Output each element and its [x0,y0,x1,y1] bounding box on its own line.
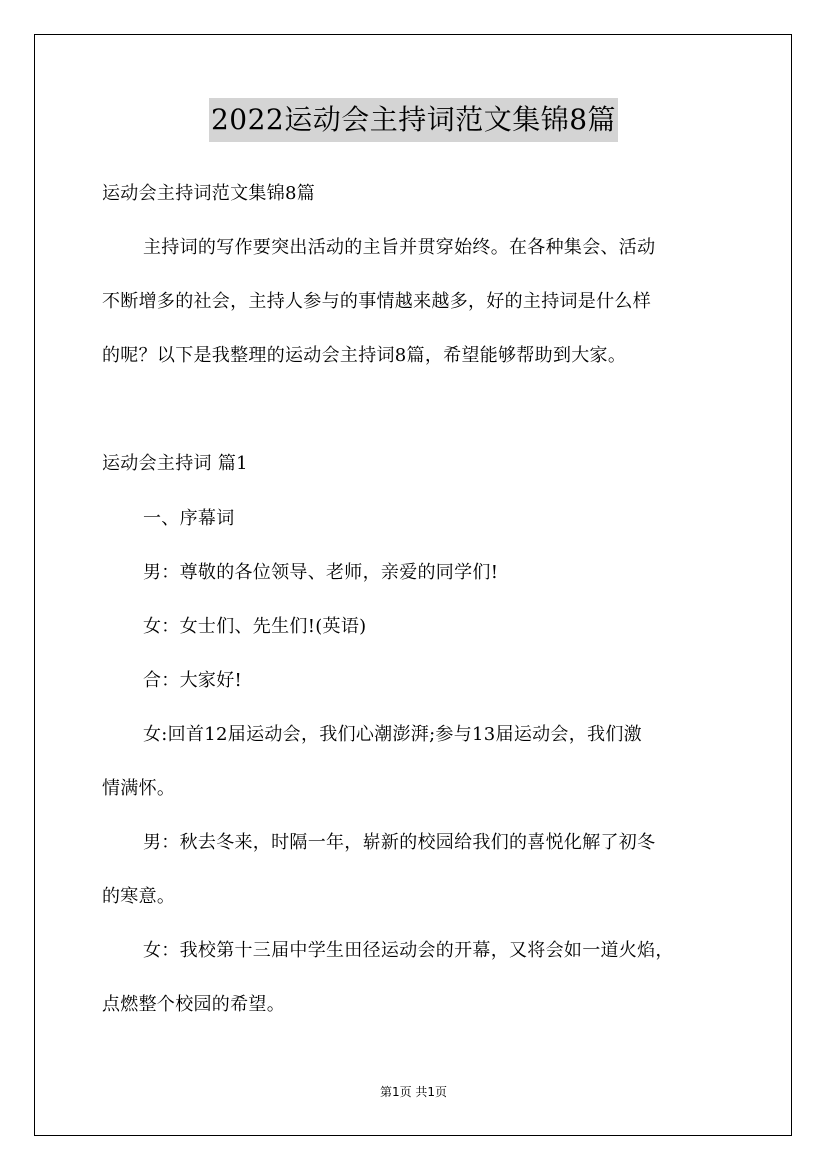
intro-line-2: 不断增多的社会，主持人参与的事情越来越多，好的主持词是什么样 [102,291,651,312]
body-line-1: 一、序幕词 [143,508,235,529]
body-line-4: 合：大家好! [143,670,243,691]
body-line-7: 男：秋去冬来，时隔一年，崭新的校园给我们的喜悦化解了初冬 [143,832,656,853]
intro-line-3: 的呢？以下是我整理的运动会主持词8篇，希望能够帮助到大家。 [102,345,627,366]
body-line-6: 情满怀。 [102,778,176,799]
body-line-3: 女：女士们、先生们!(英语) [143,616,367,637]
subtitle: 运动会主持词范文集锦8篇 [102,183,316,204]
document-title: 2022运动会主持词范文集锦8篇 [209,98,618,142]
body-line-9: 女：我校第十三届中学生田径运动会的开幕，又将会如一道火焰， [143,940,674,961]
section-heading: 运动会主持词 篇1 [102,453,248,474]
title-container [0,98,827,142]
intro-line-1: 主持词的写作要突出活动的主旨并贯穿始终。在各种集会、活动 [143,237,656,258]
body-line-2: 男：尊敬的各位领导、老师，亲爱的同学们! [143,562,499,583]
page-footer: 第1页 共1页 [379,1085,448,1099]
body-line-10: 点燃整个校园的希望。 [102,994,285,1015]
body-line-5: 女:回首12届运动会，我们心潮澎湃;参与13届运动会，我们激 [143,724,642,745]
body-line-8: 的寒意。 [102,886,176,907]
